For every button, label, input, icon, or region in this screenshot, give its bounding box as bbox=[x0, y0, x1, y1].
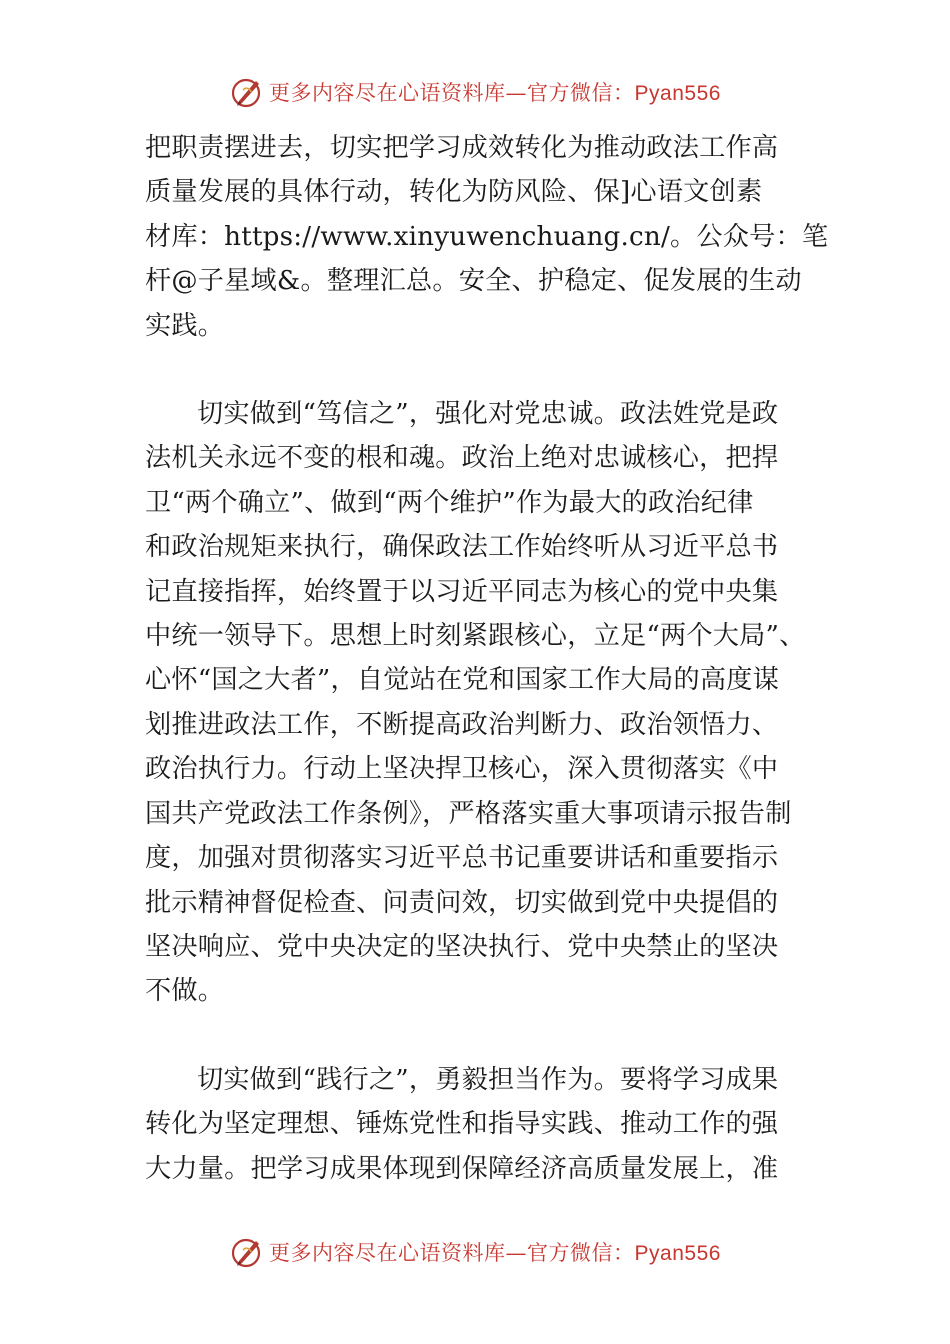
footer-banner bbox=[0, 1230, 950, 1274]
text-line: 国共产党政法工作条例》，严格落实重大事项请示报告制 bbox=[145, 798, 792, 829]
banner-text: 更多内容尽在心语资料库—官方微信：Pyan556 bbox=[269, 81, 721, 105]
text-line: 卫“两个确立”、做到“两个维护”作为最大的政治纪律 bbox=[145, 487, 754, 518]
text-line: 杆@子星域&。整理汇总。安全、护稳定、促发展的生动 bbox=[145, 266, 802, 297]
paragraph bbox=[145, 126, 829, 348]
text-line: 法机关永远不变的根和魂。政治上绝对忠诚核心，把捍 bbox=[145, 443, 779, 474]
text-line: 度，加强对贯彻落实习近平总书记重要讲话和重要指示 bbox=[145, 843, 779, 874]
wechat-id: Pyan556 bbox=[634, 82, 721, 105]
banner-text: 更多内容尽在心语资料库—官方微信：Pyan556 bbox=[269, 1241, 721, 1265]
pen-logo-icon bbox=[229, 74, 265, 110]
text-line: 划推进政法工作，不断提高政治判断力、政治领悟力、 bbox=[145, 709, 779, 740]
text-line: 切实做到“践行之”，勇毅担当作为。要将学习成果 bbox=[197, 1064, 779, 1095]
text-line: 大力量。把学习成果体现到保障经济高质量发展上，准 bbox=[145, 1153, 779, 1184]
pen-logo-icon bbox=[229, 1234, 265, 1270]
text-line: 切实做到“笃信之”，强化对党忠诚。政法姓党是政 bbox=[197, 399, 779, 430]
text-line: 和政治规矩来执行，确保政法工作始终听从习近平总书 bbox=[145, 532, 779, 563]
paragraph bbox=[145, 1058, 807, 1191]
text-line: 心怀“国之大者”，自觉站在党和国家工作大局的高度谋 bbox=[145, 665, 780, 696]
text-line: 记直接指挥，始终置于以习近平同志为核心的党中央集 bbox=[145, 576, 779, 607]
text-line: 实践。 bbox=[145, 310, 225, 341]
text-line: 中统一领导下。思想上时刻紧跟核心，立足“两个大局”、 bbox=[145, 621, 806, 652]
text-line: 转化为坚定理想、锤炼党性和指导实践、推动工作的强 bbox=[145, 1109, 779, 1140]
text-line: 批示精神督促检查、问责问效，切实做到党中央提倡的 bbox=[145, 887, 779, 918]
paragraph bbox=[145, 392, 807, 1014]
header-banner bbox=[0, 70, 950, 114]
wechat-id: Pyan556 bbox=[634, 1242, 721, 1265]
text-line: 把职责摆进去，切实把学习成效转化为推动政法工作高 bbox=[145, 133, 779, 163]
text-line: 政治执行力。行动上坚决捍卫核心，深入贯彻落实《中 bbox=[145, 754, 779, 785]
text-line: 坚决响应、党中央决定的坚决执行、党中央禁止的坚决 bbox=[145, 931, 779, 962]
text-line: 材库：https://www.xinyuwenchuang.cn/。公众号：笔 bbox=[145, 221, 829, 252]
text-line: 不做。 bbox=[145, 976, 225, 1007]
text-line: 质量发展的具体行动，转化为防风险、保]心语文创素 bbox=[145, 177, 763, 208]
document-body bbox=[145, 126, 829, 1191]
